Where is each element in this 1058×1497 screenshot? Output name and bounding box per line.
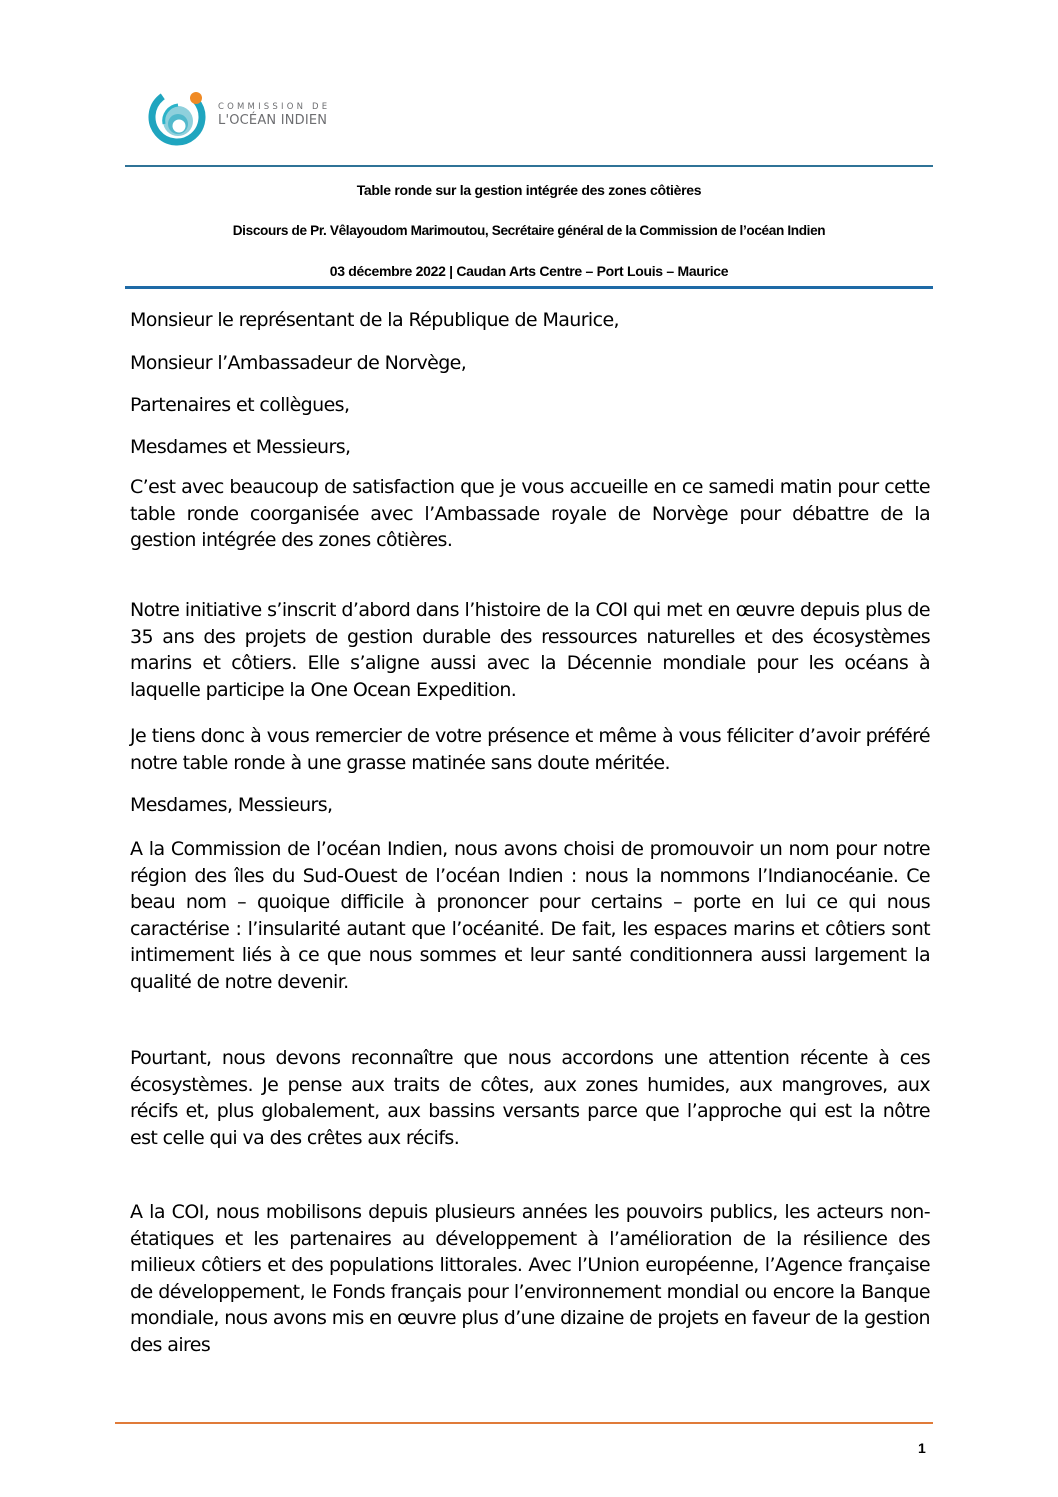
salutation-1: Monsieur le représentant de la République de Maurice,: [130, 309, 619, 331]
header-top-rule: [125, 165, 933, 167]
logo-line-2: L'OCÉAN INDIEN: [218, 113, 328, 129]
logo-wordmark: [218, 103, 330, 128]
salutation-4: Mesdames et Messieurs,: [130, 436, 351, 458]
footer-rule: [115, 1422, 933, 1424]
coi-circle-logo-icon: [148, 84, 210, 146]
salutation-3: Partenaires et collègues,: [130, 394, 350, 416]
header-bottom-rule: [125, 286, 933, 289]
event-date-location: 03 décembre 2022 | Caudan Arts Centre – Port Louis – Maurice: [329, 263, 729, 279]
logo-line-1: COMMISSION DE: [218, 101, 331, 112]
paragraph-welcome: C’est avec beaucoup de satisfaction que je vous accueille en ce samedi matin pour cette table ronde coorganisée avec l’Ambassade royale de Norvège pour débattre de la gestion intégrée des zones côtières.: [130, 476, 930, 551]
paragraph-indianoceanie: A la Commission de l’océan Indien, nous avons choisi de promouvoir un nom pour notre région des îles du Sud-Ouest de l’océan Indien : nous la nommons l’Indianocéanie. Ce beau nom – quoique difficile à prononcer pour certains – porte en lui ce qui nous caractérise : l’insularité autant que l’océanité. De fait, les espaces marins et côtiers sont intimement liés à ce que nous sommes et leur santé conditionnera aussi largement la qualité de notre devenir.: [130, 838, 930, 993]
speech-author-line: Discours de Pr. Vêlayoudom Marimoutou, Secrétaire général de la Commission de l’océan Indien: [232, 223, 826, 238]
page-number: 1: [918, 1440, 926, 1456]
organization-logo: [148, 80, 348, 150]
salutation-2: Monsieur l’Ambassadeur de Norvège,: [130, 352, 467, 374]
document-title: Table ronde sur la gestion intégrée des zones côtières: [356, 182, 702, 198]
paragraph-initiative: Notre initiative s’inscrit d’abord dans l’histoire de la COI qui met en œuvre depuis plus de 35 ans des projets de gestion durable des ressources naturelles et des écosystèmes marins et côtiers. Elle s’aligne aussi avec la Décennie mondiale pour les océans à laquelle participe la One Ocean Expedition.: [130, 599, 930, 701]
salutation-5: Mesdames, Messieurs,: [130, 794, 333, 816]
paragraph-ecosystems: Pourtant, nous devons reconnaître que nous accordons une attention récente à ces écosystèmes. Je pense aux traits de côtes, aux zones humides, aux mangroves, aux récifs et, plus globalement, aux bassins versants parce que l’approche qui est la nôtre est celle qui va des crêtes aux récifs.: [130, 1047, 930, 1149]
paragraph-coi-projects: A la COI, nous mobilisons depuis plusieurs années les pouvoirs publics, les acteurs non-étatiques et les partenaires au développement à l’amélioration de la résilience des milieux côtiers et des populations littorales. Avec l’Union européenne, l’Agence française de développement, le Fonds français pour l’environnement mondial ou encore la Banque mondiale, nous avons mis en œuvre plus d’une dizaine de projets en faveur de la gestion des aires: [130, 1201, 930, 1356]
paragraph-thanks: Je tiens donc à vous remercier de votre présence et même à vous féliciter d’avoir préféré notre table ronde à une grasse matinée sans doute méritée.: [130, 725, 930, 774]
